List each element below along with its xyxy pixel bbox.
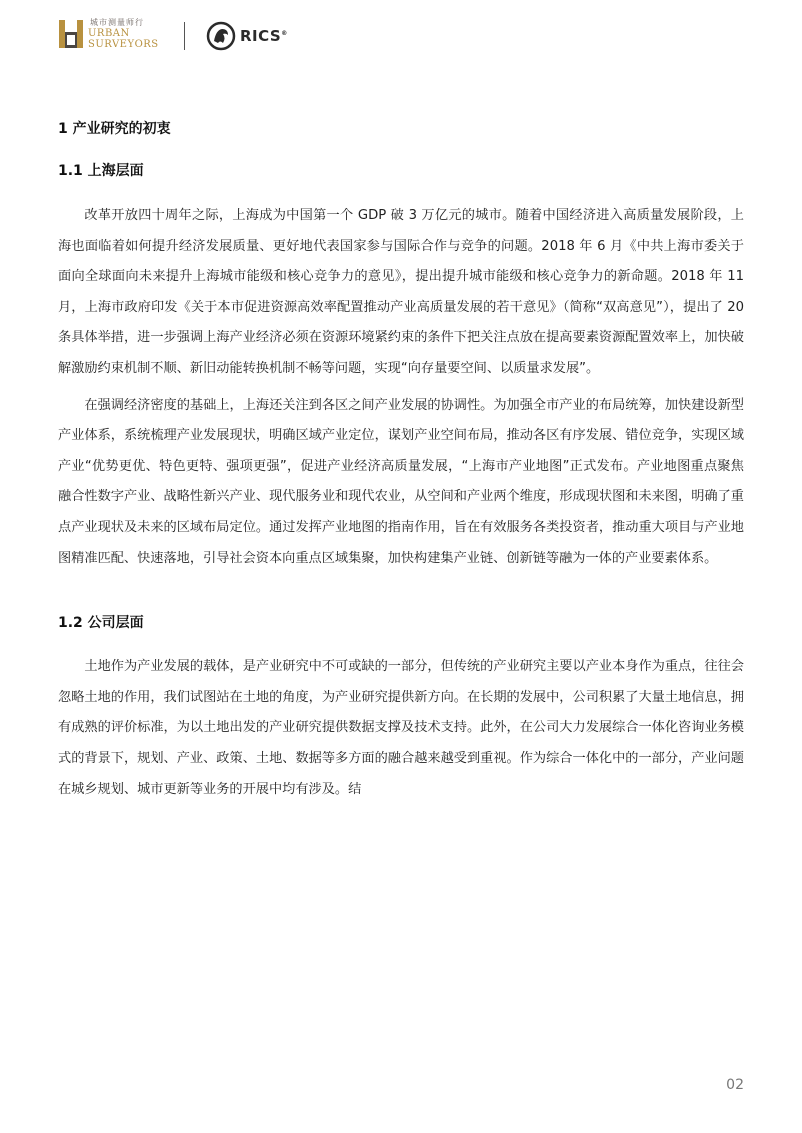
section-1-title: 1 产业研究的初衷 xyxy=(58,121,171,137)
section-1-1-title: 1.1 上海层面 xyxy=(58,163,144,179)
logo-english-line1: URBAN xyxy=(88,28,130,39)
urban-surveyors-wordmark xyxy=(88,18,159,50)
header-divider xyxy=(184,22,185,50)
section-1-1-paragraph-2: 在强调经济密度的基础上，上海还关注到各区之间产业发展的协调性。为加强全市产业的布局统筹，加快建设新型产业体系，系统梳理产业发展现状，明确区域产业定位，谋划产业空间布局，推动各区有序发展、错位竞争，实现区域产业“优势更优、特色更特、强项更强”，促进产业经济高质量发展，“上海市产业地图”正式发布。产业地图重点聚焦融合性数字产业、战略性新兴产业、现代服务业和现代农业，从空间和产业两个维度，形成现状图和未来图，明确了重点产业现状及未来的区域布局定位。通过发挥产业地图的指南作用，旨在有效服务各类投资者，推动重大项目与产业地图精准匹配、快速落地，引导社会资本向重点区域集聚，加快构建集产业链、创新链等融为一体的产业要素体系。 xyxy=(58,397,744,566)
section-1-2-paragraph-1: 土地作为产业发展的载体，是产业研究中不可或缺的一部分，但传统的产业研究主要以产业本身作为重点，往往会忽略土地的作用，我们试图站在土地的角度，为产业研究提供新方向。在长期的发展中，公司积累了大量土地信息，拥有成熟的评价标准，为以土地出发的产业研究提供数据支撑及技术支持。此外，在公司大力发展综合一体化咨询业务模式的背景下，规划、产业、政策、土地、数据等多方面的融合越来越受到重视。作为综合一体化中的一部分，产业问题在城乡规划、城市更新等业务的开展中均有涉及。结 xyxy=(58,659,744,797)
urban-surveyors-logo-icon xyxy=(58,18,84,50)
rics-wordmark: RICS® xyxy=(240,27,288,45)
page-header xyxy=(58,18,358,54)
page-number: 02 xyxy=(726,1077,744,1093)
section-1-1-paragraph-1: 改革开放四十周年之际，上海成为中国第一个 GDP 破 3 万亿元的城市。随着中国经济进入高质量发展阶段，上海也面临着如何提升经济发展质量、更好地代表国家参与国际合作与竞争的问题。2018 年 6 月《中共上海市委关于面向全球面向未来提升上海城市能级和核心竞争力的意见》，提出提升城市能级和核心竞争力的新命题。2018 年 11 月，上海市政府印发《关于本市促进资源高效率配置推动产业高质量发展的若干意见》（简称“双高意见”），提出了 20 条具体举措，进一步强调上海产业经济必须在资源环境紧约束的条件下把关注点放在提高要素资源配置效率上，加快破解激励约束机制不顺、新旧动能转换机制不畅等问题，实现“向存量要空间、以质量求发展”。 xyxy=(58,208,744,376)
section-1-2-title: 1.2 公司层面 xyxy=(58,615,144,632)
logo-english-line2: SURVEYORS xyxy=(88,39,159,50)
logo-chinese-name: 城市测量师行 xyxy=(90,18,144,27)
rics-lion-icon xyxy=(206,21,236,51)
document-body xyxy=(58,118,744,805)
